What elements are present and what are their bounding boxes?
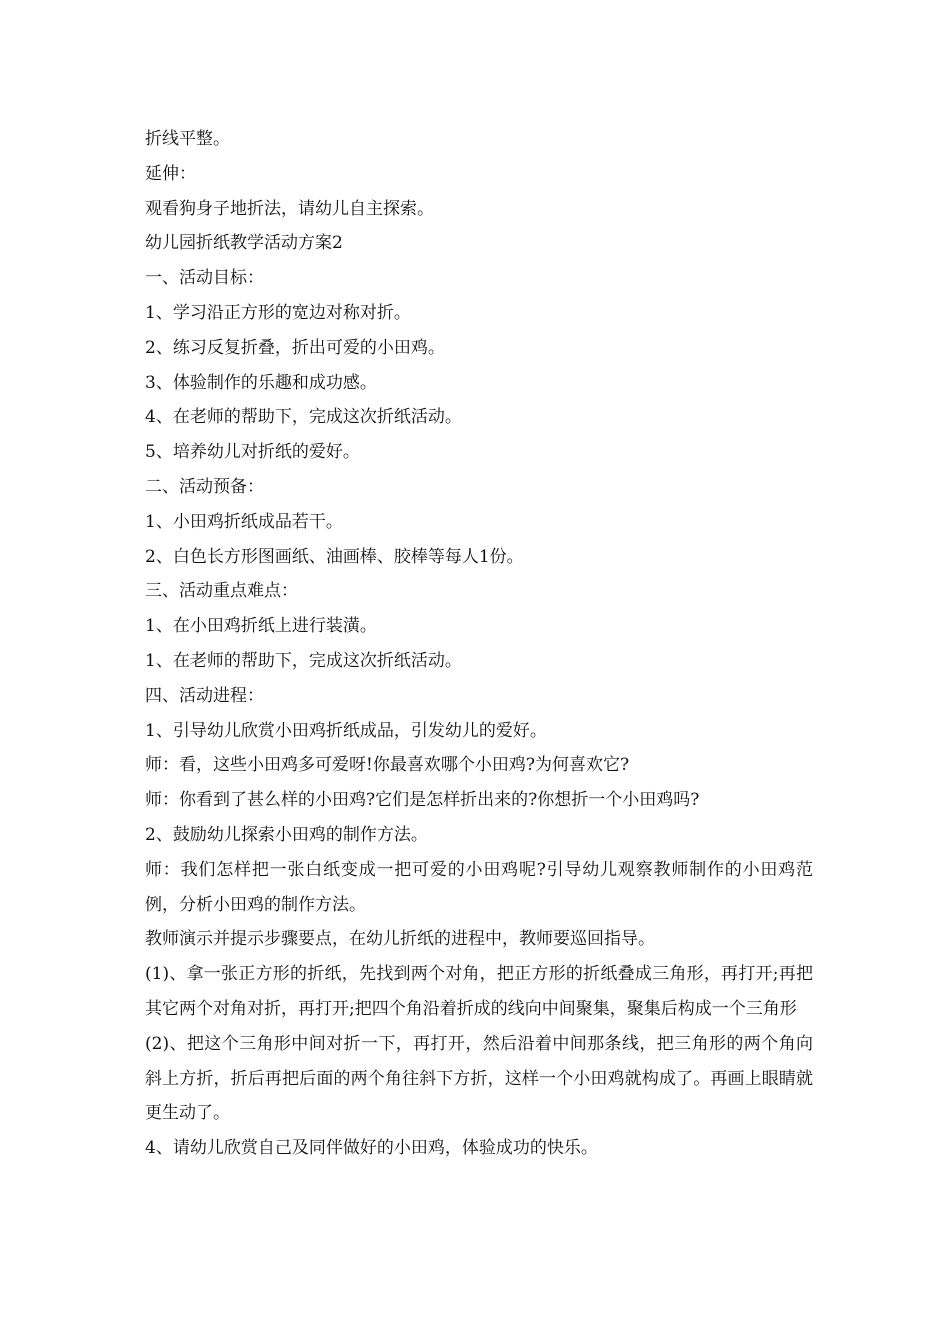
text-line: 延伸： [145, 163, 196, 184]
list-item: 2、鼓励幼儿探索小田鸡的制作方法。 [145, 824, 428, 845]
heading-preparation: 二、活动预备： [145, 476, 264, 497]
dialogue-line: 师：看，这些小田鸡多可爱呀!你最喜欢哪个小田鸡?为何喜欢它? [145, 755, 630, 776]
heading-goals: 一、活动目标： [145, 268, 264, 289]
list-item: 5、培养幼儿对折纸的爱好。 [145, 442, 360, 463]
text-line: 教师演示并提示步骤要点，在幼儿折纸的进程中，教师要巡回指导。 [145, 929, 655, 950]
heading-process: 四、活动进程： [145, 685, 264, 706]
dialogue-line: 师：你看到了甚么样的小田鸡?它们是怎样折出来的?你想折一个小田鸡吗? [145, 790, 700, 811]
list-item: 2、白色长方形图画纸、油画棒、胶棒等每人1份。 [145, 546, 524, 567]
paragraph-teacher-guide: 师：我们怎样把一张白纸变成一把可爱的小田鸡呢?引导幼儿观察教师制作的小田鸡范例，分析小田鸡的制作方法。 [145, 859, 813, 915]
list-item: 1、学习沿正方形的宽边对称对折。 [145, 302, 411, 323]
document-body [145, 122, 813, 1166]
heading-key-points: 三、活动重点难点： [145, 581, 298, 602]
list-item: 3、体验制作的乐趣和成功感。 [145, 372, 377, 393]
paragraph-step-1: (1)、拿一张正方形的折纸，先找到两个对角，把正方形的折纸叠成三角形，再打开;再把其它两个对角对折，再打开;把四个角沿着折成的线向中间聚集，聚集后构成一个三角形 [145, 964, 813, 1019]
list-item: 1、在老师的帮助下，完成这次折纸活动。 [145, 650, 462, 671]
list-item: 4、在老师的帮助下，完成这次折纸活动。 [145, 407, 462, 428]
text-line: 折线平整。 [145, 129, 230, 149]
list-item: 1、引导幼儿欣赏小田鸡折纸成品，引发幼儿的爱好。 [145, 720, 547, 741]
section-title: 幼儿园折纸教学活动方案2 [145, 233, 343, 254]
paragraph-step-2: (2)、把这个三角形中间对折一下，再打开，然后沿着中间那条线，把三角形的两个角向斜上方折，折后再把后面的两个角往斜下方折，这样一个小田鸡就构成了。再画上眼睛就更生动了。 [145, 1033, 813, 1124]
list-item: 1、在小田鸡折纸上进行装潢。 [145, 616, 377, 637]
text-line: 观看狗身子地折法，请幼儿自主探索。 [145, 198, 434, 219]
list-item: 2、练习反复折叠，折出可爱的小田鸡。 [145, 337, 445, 358]
list-item: 4、请幼儿欣赏自己及同伴做好的小田鸡，体验成功的快乐。 [145, 1138, 598, 1159]
list-item: 1、小田鸡折纸成品若干。 [145, 511, 343, 532]
